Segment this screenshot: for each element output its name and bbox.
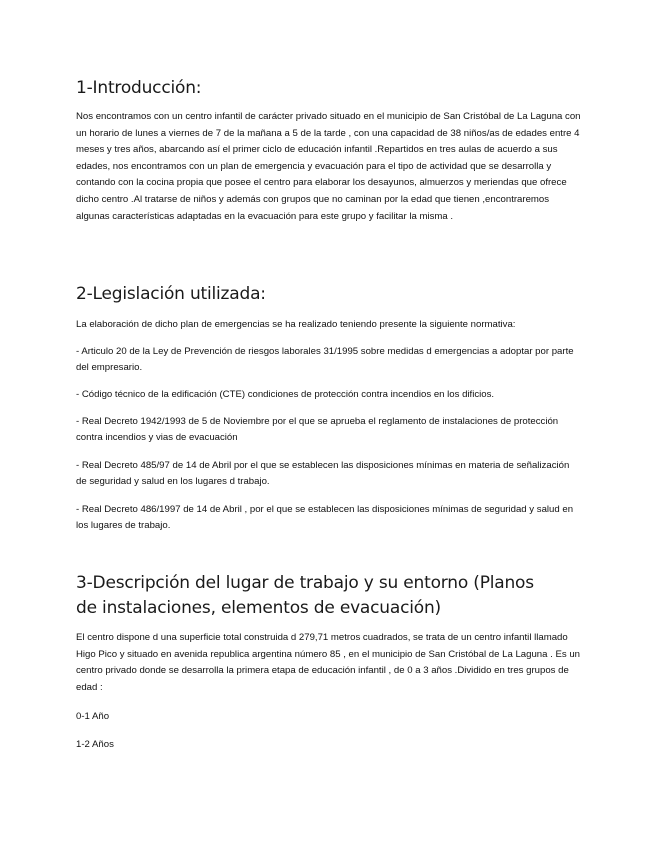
section-heading-legislacion: 2-Legislación utilizada: — [76, 284, 266, 304]
list-item-ley-31-1995: - Articulo 20 de la Ley de Prevención de riesgos laborales 31/1995 sobre medidas d emergencias a adoptar por parte del empresario. — [76, 346, 574, 373]
section-heading-introduccion: 1-Introducción: — [76, 78, 202, 98]
paragraph-descripcion: El centro dispone d una superficie total construida d 279,71 metros cuadrados, se trata de un centro infantil llamado Higo Pico y situado en avenida republica argentina número 85 , en el municipio de San Cristóbal de La Laguna . Es un centro privado donde se desarrolla la primera etapa de educación infantil , de 0 a 3 años .Dividido en tres grupos de edad : — [76, 632, 580, 693]
list-item-rd-485-97: - Real Decreto 485/97 de 14 de Abril por el que se establecen las disposiciones mínimas en materia de señalización de seguridad y salud en los lugares d trabajo. — [76, 460, 570, 487]
list-item-rd-1942-1993: - Real Decreto 1942/1993 de 5 de Noviembre por el que se aprueba el reglamento de instalaciones de protección contra incendios y vias de evacuación — [76, 416, 559, 443]
age-group-0-1: 0-1 Año — [76, 711, 110, 722]
list-item-cte: - Código técnico de la edificación (CTE) condiciones de protección contra incendios en los dificios. — [76, 389, 495, 400]
paragraph-introduccion: Nos encontramos con un centro infantil de carácter privado situado en el municipio de San Cristóbal de La Laguna con un horario de lunes a viernes de 7 de la mañana a 5 de la tarde , con una capacidad de 38 niños/as de edades entre 4 meses y tres años, abarcando así el primer ciclo de educación infantil .Repartidos en tres aulas de acuerdo a sus edades, nos encontramos con un plan de emergencia y evacuación para el tipo de actividad que se desarrolla y contando con la cocina propia que posee el centro para elaborar los desayunos, almuerzos y meriendas que ofrece dicho centro .Al tratarse de niños y además con grupos que no caminan por la edad que tienen ,encontraremos algunas características adaptadas en la evacuación para este grupo y facilitar la misma . — [76, 111, 581, 222]
section-heading-descripcion: 3-Descripción del lugar de trabajo y su entorno (Planos de instalaciones, elementos de evacuación) — [76, 573, 534, 618]
paragraph-legislacion-intro: La elaboración de dicho plan de emergencias se ha realizado teniendo presente la siguiente normativa: — [76, 319, 516, 330]
age-group-1-2: 1-2 Años — [76, 739, 114, 750]
list-item-rd-486-1997: - Real Decreto 486/1997 de 14 de Abril , por el que se establecen las disposiciones mínimas de seguridad y salud en los lugares de trabajo. — [76, 504, 574, 531]
